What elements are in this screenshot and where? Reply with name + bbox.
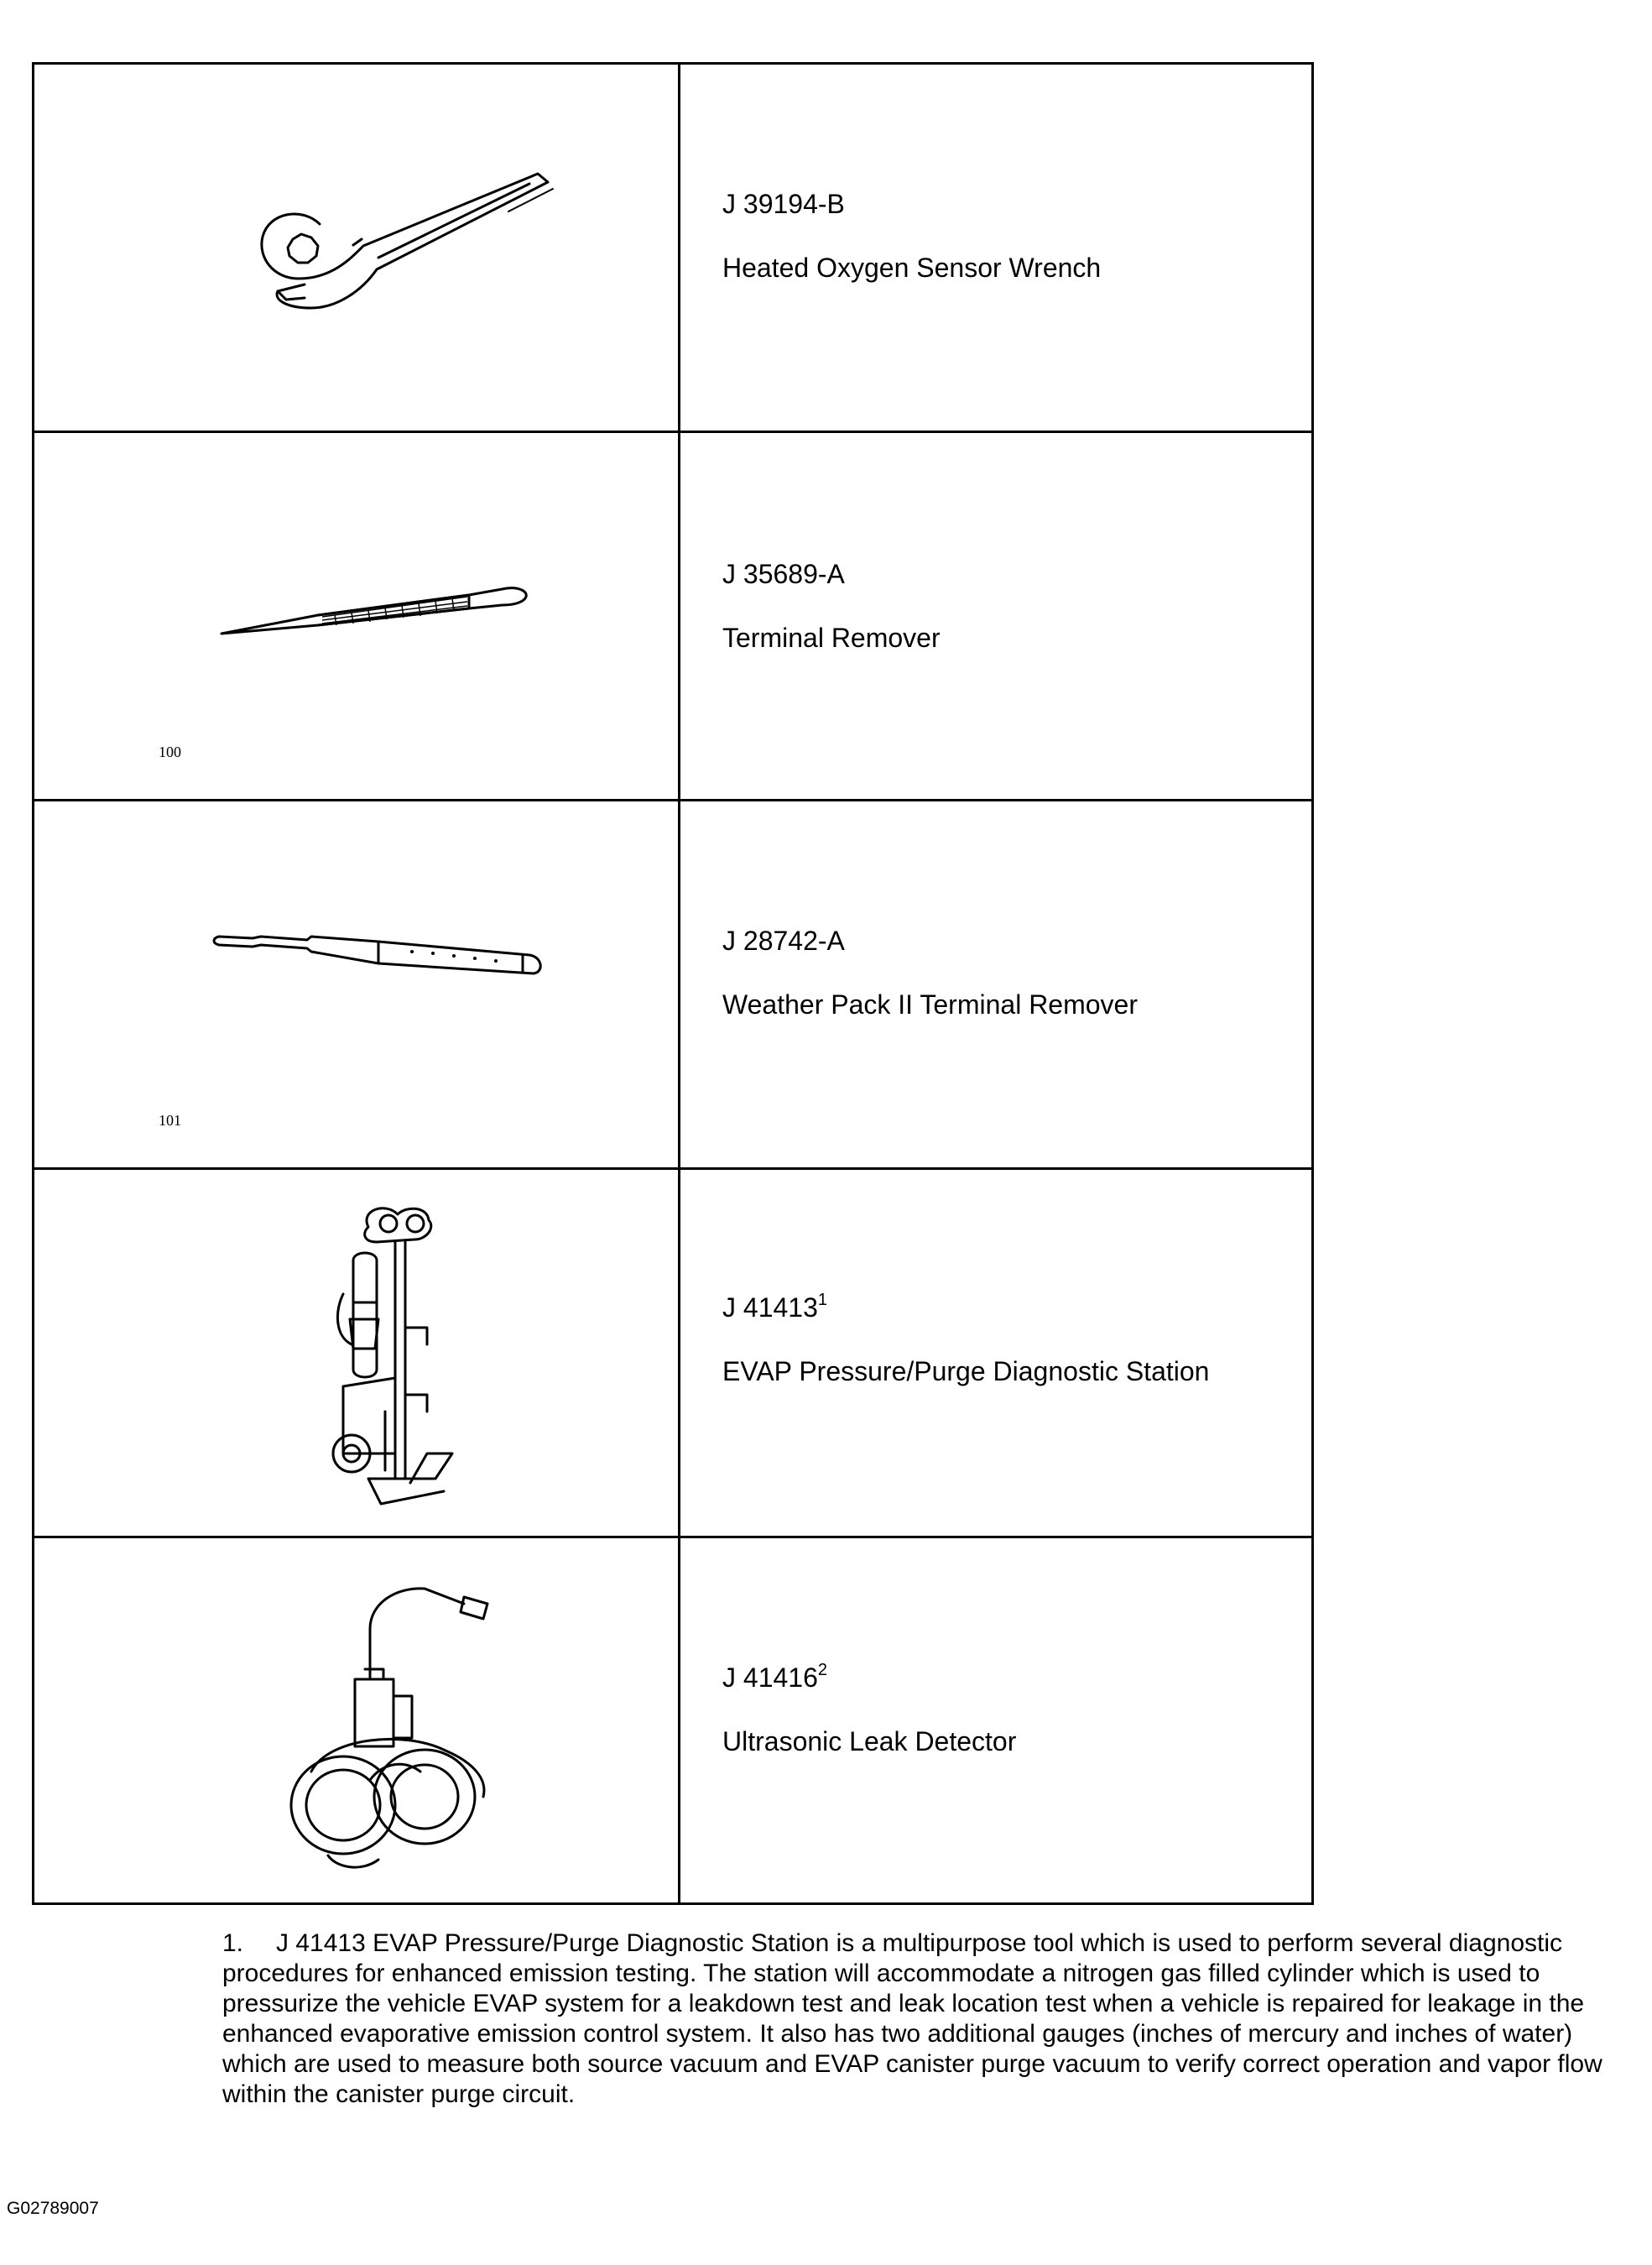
figure-number: 100 <box>159 744 181 760</box>
leak-detector-icon <box>278 1570 546 1889</box>
tool-description-cell <box>682 800 1311 1168</box>
footnote <box>222 1928 1632 2110</box>
table-row <box>34 1537 1311 1902</box>
tool-part-number: J 28742-A <box>722 926 845 956</box>
tool-illustration-cell <box>34 1168 678 1537</box>
tool-illustration-cell <box>34 1537 678 1902</box>
tool-description-cell <box>682 431 1311 800</box>
tool-description-cell <box>682 65 1311 431</box>
tool-name: EVAP Pressure/Purge Diagnostic Station <box>722 1356 1210 1386</box>
tool-part-number: J 41413$^1$ <box>722 1291 827 1323</box>
tool-name: Terminal Remover <box>722 623 941 653</box>
tool-part-number: J 35689-A <box>722 559 845 589</box>
terminal-remover-icon <box>217 570 570 645</box>
table-row <box>34 1168 1311 1537</box>
figure-number: 101 <box>159 1112 181 1129</box>
tool-name: Heated Oxygen Sensor Wrench <box>722 253 1102 283</box>
diagnostic-station-icon <box>318 1202 486 1521</box>
figure-id: G02789007 <box>7 2199 99 2218</box>
tool-description-cell <box>682 1168 1311 1537</box>
table-row <box>34 65 1311 431</box>
table-row <box>34 800 1311 1168</box>
tool-part-number: J 41416$^2$ <box>722 1661 827 1693</box>
wrench-icon <box>253 165 571 333</box>
tool-name: Weather Pack II Terminal Remover <box>722 989 1138 1020</box>
tool-description-cell <box>682 1537 1311 1902</box>
tool-part-number: J 39194-B <box>722 189 845 219</box>
tool-name: Ultrasonic Leak Detector <box>722 1726 1017 1756</box>
table-row <box>34 431 1311 800</box>
tool-illustration-cell <box>34 800 678 1168</box>
tool-illustration-cell <box>34 65 678 431</box>
footnote-number: 1. <box>222 1929 244 1957</box>
column-divider <box>678 65 680 1902</box>
weather-pack-remover-icon <box>211 930 571 997</box>
footnote-text: J 41413 EVAP Pressure/Purge Diagnostic Station is a multipurpose tool which is used to perform several diagnostic procedures for enhanced emission testing. The station will accommodate a nitrogen gas filled cylinder which is used to pressurize the vehicle EVAP system for a leakdown test and leak location test when a vehicle is repaired for leakage in the enhanced evaporative emission control system. It also has two additional gauges (inches of mercury and inches of water) which are used to measure both source vacuum and EVAP canister purge vacuum to verify correct operation and vapor flow within the canister purge circuit. <box>222 1929 1602 2108</box>
tool-illustration-cell <box>34 431 678 800</box>
special-tools-table <box>32 62 1314 1905</box>
